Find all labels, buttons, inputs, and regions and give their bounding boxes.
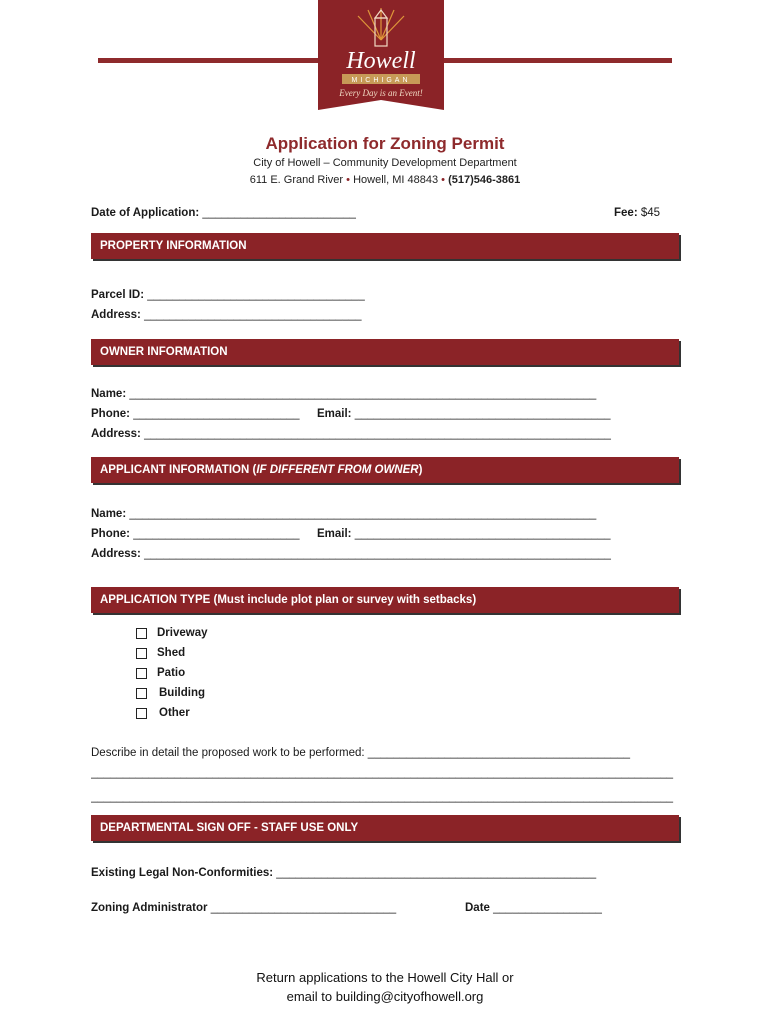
describe-work-line-2[interactable]: ___________________________________________________________________________________________ bbox=[91, 767, 674, 779]
section-owner-information: OWNER INFORMATION bbox=[91, 339, 679, 365]
contact-line: 611 E. Grand River • Howell, MI 48843 • (517)546-3861 bbox=[249, 174, 521, 186]
section-applicant-information: APPLICANT INFORMATION (IF DIFFERENT FROM OWNER) bbox=[91, 457, 679, 483]
owner-name-field[interactable]: Name: _________________________________________________________________________ bbox=[91, 388, 597, 400]
svg-text:MICHIGAN: MICHIGAN bbox=[351, 77, 411, 84]
footer-email-line: email to building@cityofhowell.org bbox=[286, 989, 484, 1004]
section-departmental-sign-off: DEPARTMENTAL SIGN OFF - STAFF USE ONLY bbox=[91, 815, 679, 841]
department-line: City of Howell – Community Development Department bbox=[253, 157, 517, 169]
checkbox-shed[interactable] bbox=[136, 648, 147, 659]
howell-logo bbox=[318, 0, 444, 118]
applicant-name-field[interactable]: Name: _________________________________________________________________________ bbox=[91, 508, 597, 520]
signoff-date-field[interactable]: Date _________________ bbox=[465, 902, 602, 914]
section-property-information: PROPERTY INFORMATION bbox=[91, 233, 679, 259]
checkbox-label-other: Other bbox=[159, 707, 190, 719]
owner-phone-field[interactable]: Phone: __________________________ bbox=[91, 408, 300, 420]
nonconformities-field[interactable]: Existing Legal Non-Conformities: __________________________________________________ bbox=[91, 867, 597, 879]
checkbox-patio[interactable] bbox=[136, 668, 147, 679]
date-of-application[interactable]: Date of Application: ________________________ bbox=[91, 207, 356, 219]
svg-text:Every Day is an Event!: Every Day is an Event! bbox=[339, 88, 423, 98]
owner-email-field[interactable]: Email: ________________________________________ bbox=[317, 408, 611, 420]
checkbox-other[interactable] bbox=[136, 708, 147, 719]
checkbox-label-driveway: Driveway bbox=[157, 627, 208, 639]
describe-work-field[interactable]: Describe in detail the proposed work to be performed: _________________________________________ bbox=[91, 747, 631, 759]
applicant-address-field[interactable]: Address: _________________________________________________________________________ bbox=[91, 548, 611, 560]
property-address-field[interactable]: Address: __________________________________ bbox=[91, 309, 362, 321]
describe-work-line-3[interactable]: ___________________________________________________________________________________________ bbox=[91, 791, 674, 803]
owner-address-field[interactable]: Address: _________________________________________________________________________ bbox=[91, 428, 611, 440]
zoning-administrator-field[interactable]: Zoning Administrator _____________________________ bbox=[91, 902, 397, 914]
svg-text:Howell: Howell bbox=[346, 48, 416, 74]
applicant-phone-field[interactable]: Phone: __________________________ bbox=[91, 528, 300, 540]
checkbox-label-shed: Shed bbox=[157, 647, 186, 659]
fee: Fee: $45 bbox=[614, 207, 661, 219]
footer-return-line: Return applications to the Howell City Hall or bbox=[256, 970, 514, 985]
section-application-type: APPLICATION TYPE (Must include plot plan or survey with setbacks) bbox=[91, 587, 679, 613]
checkbox-label-building: Building bbox=[159, 687, 205, 699]
parcel-id-field[interactable]: Parcel ID: __________________________________ bbox=[91, 289, 365, 301]
checkbox-label-patio: Patio bbox=[157, 667, 186, 679]
checkbox-building[interactable] bbox=[136, 688, 147, 699]
applicant-email-field[interactable]: Email: ________________________________________ bbox=[317, 528, 611, 540]
checkbox-driveway[interactable] bbox=[136, 628, 147, 639]
form-title: Application for Zoning Permit bbox=[265, 134, 505, 153]
